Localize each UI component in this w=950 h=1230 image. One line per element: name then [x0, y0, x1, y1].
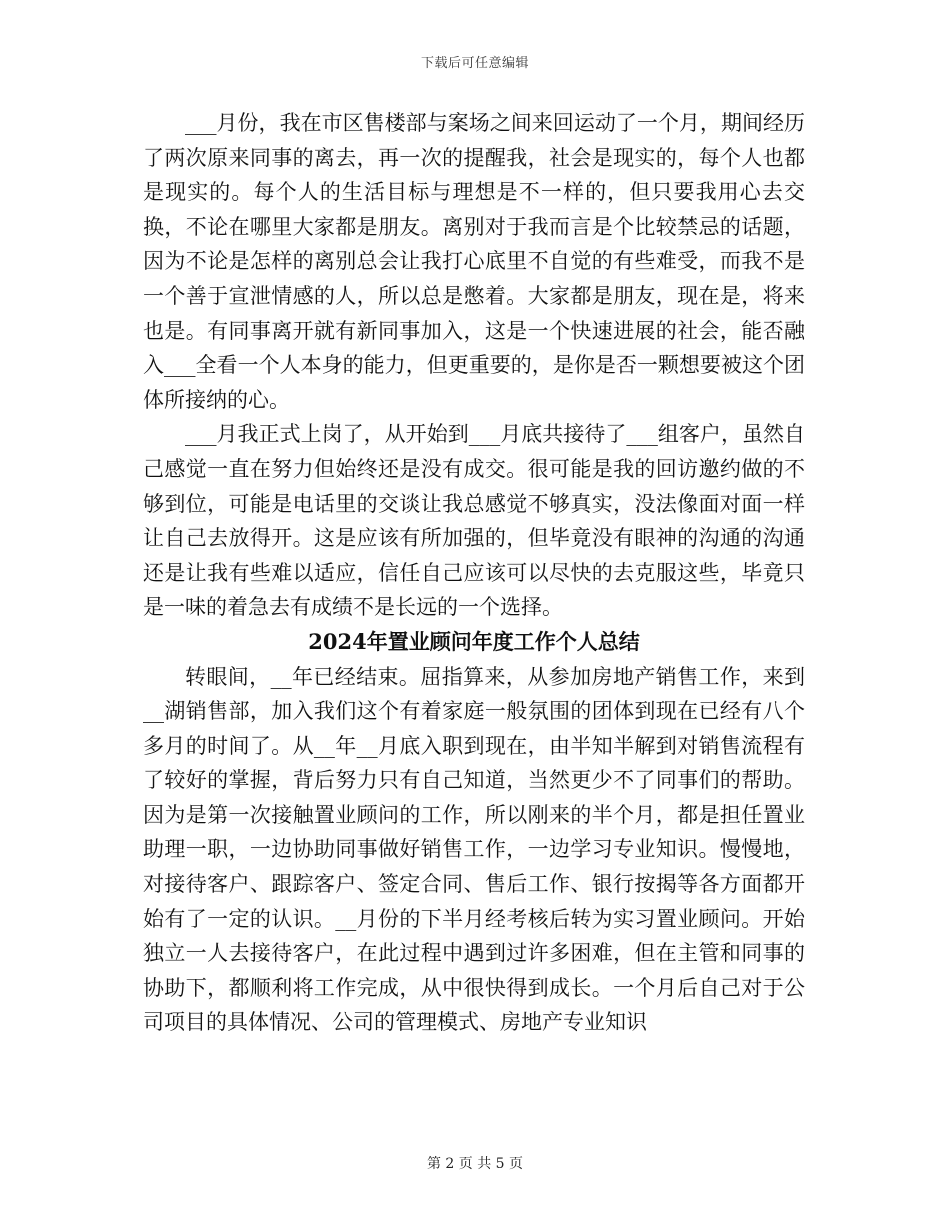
body-paragraph-2: ___月我正式上岗了，从开始到___月底共接待了___组客户，虽然自己感觉一直在努力但始终还是没有成交。很可能是我的回访邀约做的不够到位，可能是电话里的交谈让我总感觉不够真实，没法像面对面一样让自己去放得开。这是应该有所加强的，但毕竟没有眼神的沟通的沟通还是让我有些难以适应，信任自己应该可以尽快的去克服这些，毕竟只是一味的着急去有成绩不是长远的一个选择。: [143, 422, 805, 620]
body-paragraph-1: ___月份，我在市区售楼部与案场之间来回运动了一个月，期间经历了两次原来同事的离去，再一次的提醒我，社会是现实的，每个人也都是现实的。每个人的生活目标与理想是不一样的，但只要我用心去交换，不论在哪里大家都是朋友。离别对于我而言是个比较禁忌的话题，因为不论是怎样的离别总会让我打心底里不自觉的有些难受，而我不是一个善于宣泄情感的人，所以总是憋着。大家都是朋友，现在是，将来也是。有同事离开就有新同事加入，这是一个快速进展的社会，能否融入___全看一个人本身的能力，但更重要的，是你是否一颗想要被这个团体所接纳的心。: [143, 111, 805, 412]
body-paragraph-3: 转眼间，__年已经结束。屈指算来，从参加房地产销售工作，来到__湖销售部，加入我们这个有着家庭一般氛围的团体到现在已经有八个多月的时间了。从__年__月底入职到现在，由半知半解到对销售流程有了较好的掌握，背后努力只有自己知道，当然更少不了同事们的帮助。因为是第一次接触置业顾问的工作，所以刚来的半个月，都是担任置业助理一职，一边协助同事做好销售工作，一边学习专业知识。慢慢地，对接待客户、跟踪客户、签定合同、售后工作、银行按揭等各方面都开始有了一定的认识。__月份的下半月经考核后转为实习置业顾问。开始独立一人去接待客户，在此过程中遇到过许多困难，但在主管和同事的协助下，都顺利将工作完成，从中很快得到成长。一个月后自己对于公司项目的具体情况、公司的管理模式、房地产专业知识: [143, 664, 805, 1035]
document-body: [143, 106, 805, 1040]
page-header: 下载后可任意编辑: [420, 56, 529, 71]
page-footer: 第 2 页 共 5 页: [426, 1156, 524, 1172]
section-title: 2024年置业顾问年度工作个人总结: [308, 628, 640, 654]
